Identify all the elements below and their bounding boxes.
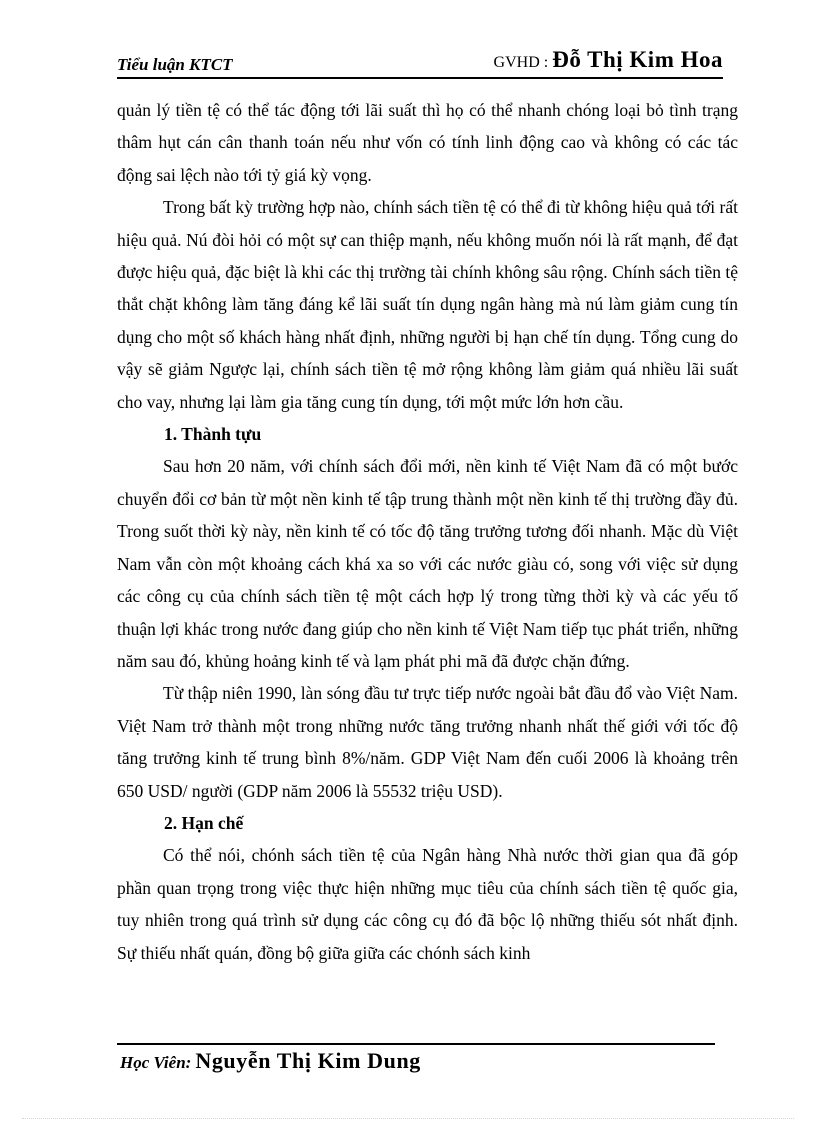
paragraph-1: quản lý tiền tệ có thể tác động tới lãi suất thì họ có thể nhanh chóng loại bỏ tình trạng thâm hụt cán cân thanh toán nếu như vốn có tính linh động cao và không có các tác động sai lệch nào tới tỷ giá kỳ vọng. (117, 100, 738, 185)
page-body (117, 94, 738, 969)
page-header (117, 47, 723, 77)
supervisor-separator: : (543, 54, 549, 71)
student-label: Học Viên (120, 1053, 186, 1072)
student-separator: : (185, 1053, 192, 1072)
paragraph-2: Trong bất kỳ trường hợp nào, chính sách tiền tệ có thể đi từ không hiệu quả tới rất hiệu quả. Nú đòi hỏi có một sự can thiệp mạnh, nếu không muốn nói là rất mạnh, để đạt được hiệu quả, đặc biệt là khi các thị trường tài chính không sâu rộng. Chính sách tiền tệ thắt chặt không làm tăng đáng kể lãi suất tín dụng ngân hàng mà nú làm giảm cung tín dụng cho một số khách hàng nhất định, những người bị hạn chế tín dụng. Tổng cung do vậy sẽ giảm Ngược lại, chính sách tiền tệ mở rộng không làm giảm quá nhiều lãi suất cho vay, nhưng lại làm gia tăng cung tín dụng, tới một mức lớn hơn cầu. (117, 197, 738, 412)
section-heading-achievements: 1. Thành tựu (164, 424, 262, 445)
footer-divider (117, 1043, 715, 1045)
supervisor-label: GVHD (493, 54, 540, 71)
header-divider (117, 77, 723, 79)
supervisor (494, 47, 723, 73)
supervisor-name: Đỗ Thị Kim Hoa (552, 47, 723, 72)
paragraph-4: Từ thập niên 1990, làn sóng đầu tư trực tiếp nước ngoài bắt đầu đổ vào Việt Nam. Việt Nam trở thành một trong những nước tăng trưởng nhanh nhất thế giới với tốc độ tăng trưởng kinh tế trung bình 8%/năm. GDP Việt Nam đến cuối 2006 là khoảng trên 650 USD/ người (GDP năm 2006 là 55532 triệu USD). (117, 683, 738, 801)
page-footer (120, 1048, 421, 1074)
paragraph-3: Sau hơn 20 năm, với chính sách đổi mới, nền kinh tế Việt Nam đã có một bước chuyển đổi cơ bản từ một nền kinh tế tập trung thành một nền kinh tế thị trường đầy đủ. Trong suốt thời kỳ này, nền kinh tế có tốc độ tăng trưởng tương đối nhanh. Mặc dù Việt Nam vẫn còn một khoảng cách khá xa so với các nước giàu có, song với việc sử dụng các công cụ của chính sách tiền tệ một cách hợp lý trong từng thời kỳ và các yếu tố thuận lợi khác trong nước đang giúp cho nền kinh tế Việt Nam tiếp tục phát triển, những năm sau đó, khủng hoảng kinh tế và lạm phát phi mã đã được chặn đứng. (117, 456, 738, 671)
section-heading-limitations: 2. Hạn chế (164, 812, 244, 833)
page-edge-line (22, 1118, 794, 1119)
student-name: Nguyễn Thị Kim Dung (195, 1048, 421, 1073)
document-title: Tiểu luận KTCT (117, 55, 233, 74)
paragraph-5: Có thể nói, chónh sách tiền tệ của Ngân hàng Nhà nước thời gian qua đã góp phần quan trọng trong việc thực hiện những mục tiêu của chính sách tiền tệ quốc gia, tuy nhiên trong quá trình sử dụng các công cụ đó đã bộc lộ những thiếu sót nhất định. Sự thiếu nhất quán, đồng bộ giữa giữa các chónh sách kinh (117, 845, 738, 963)
